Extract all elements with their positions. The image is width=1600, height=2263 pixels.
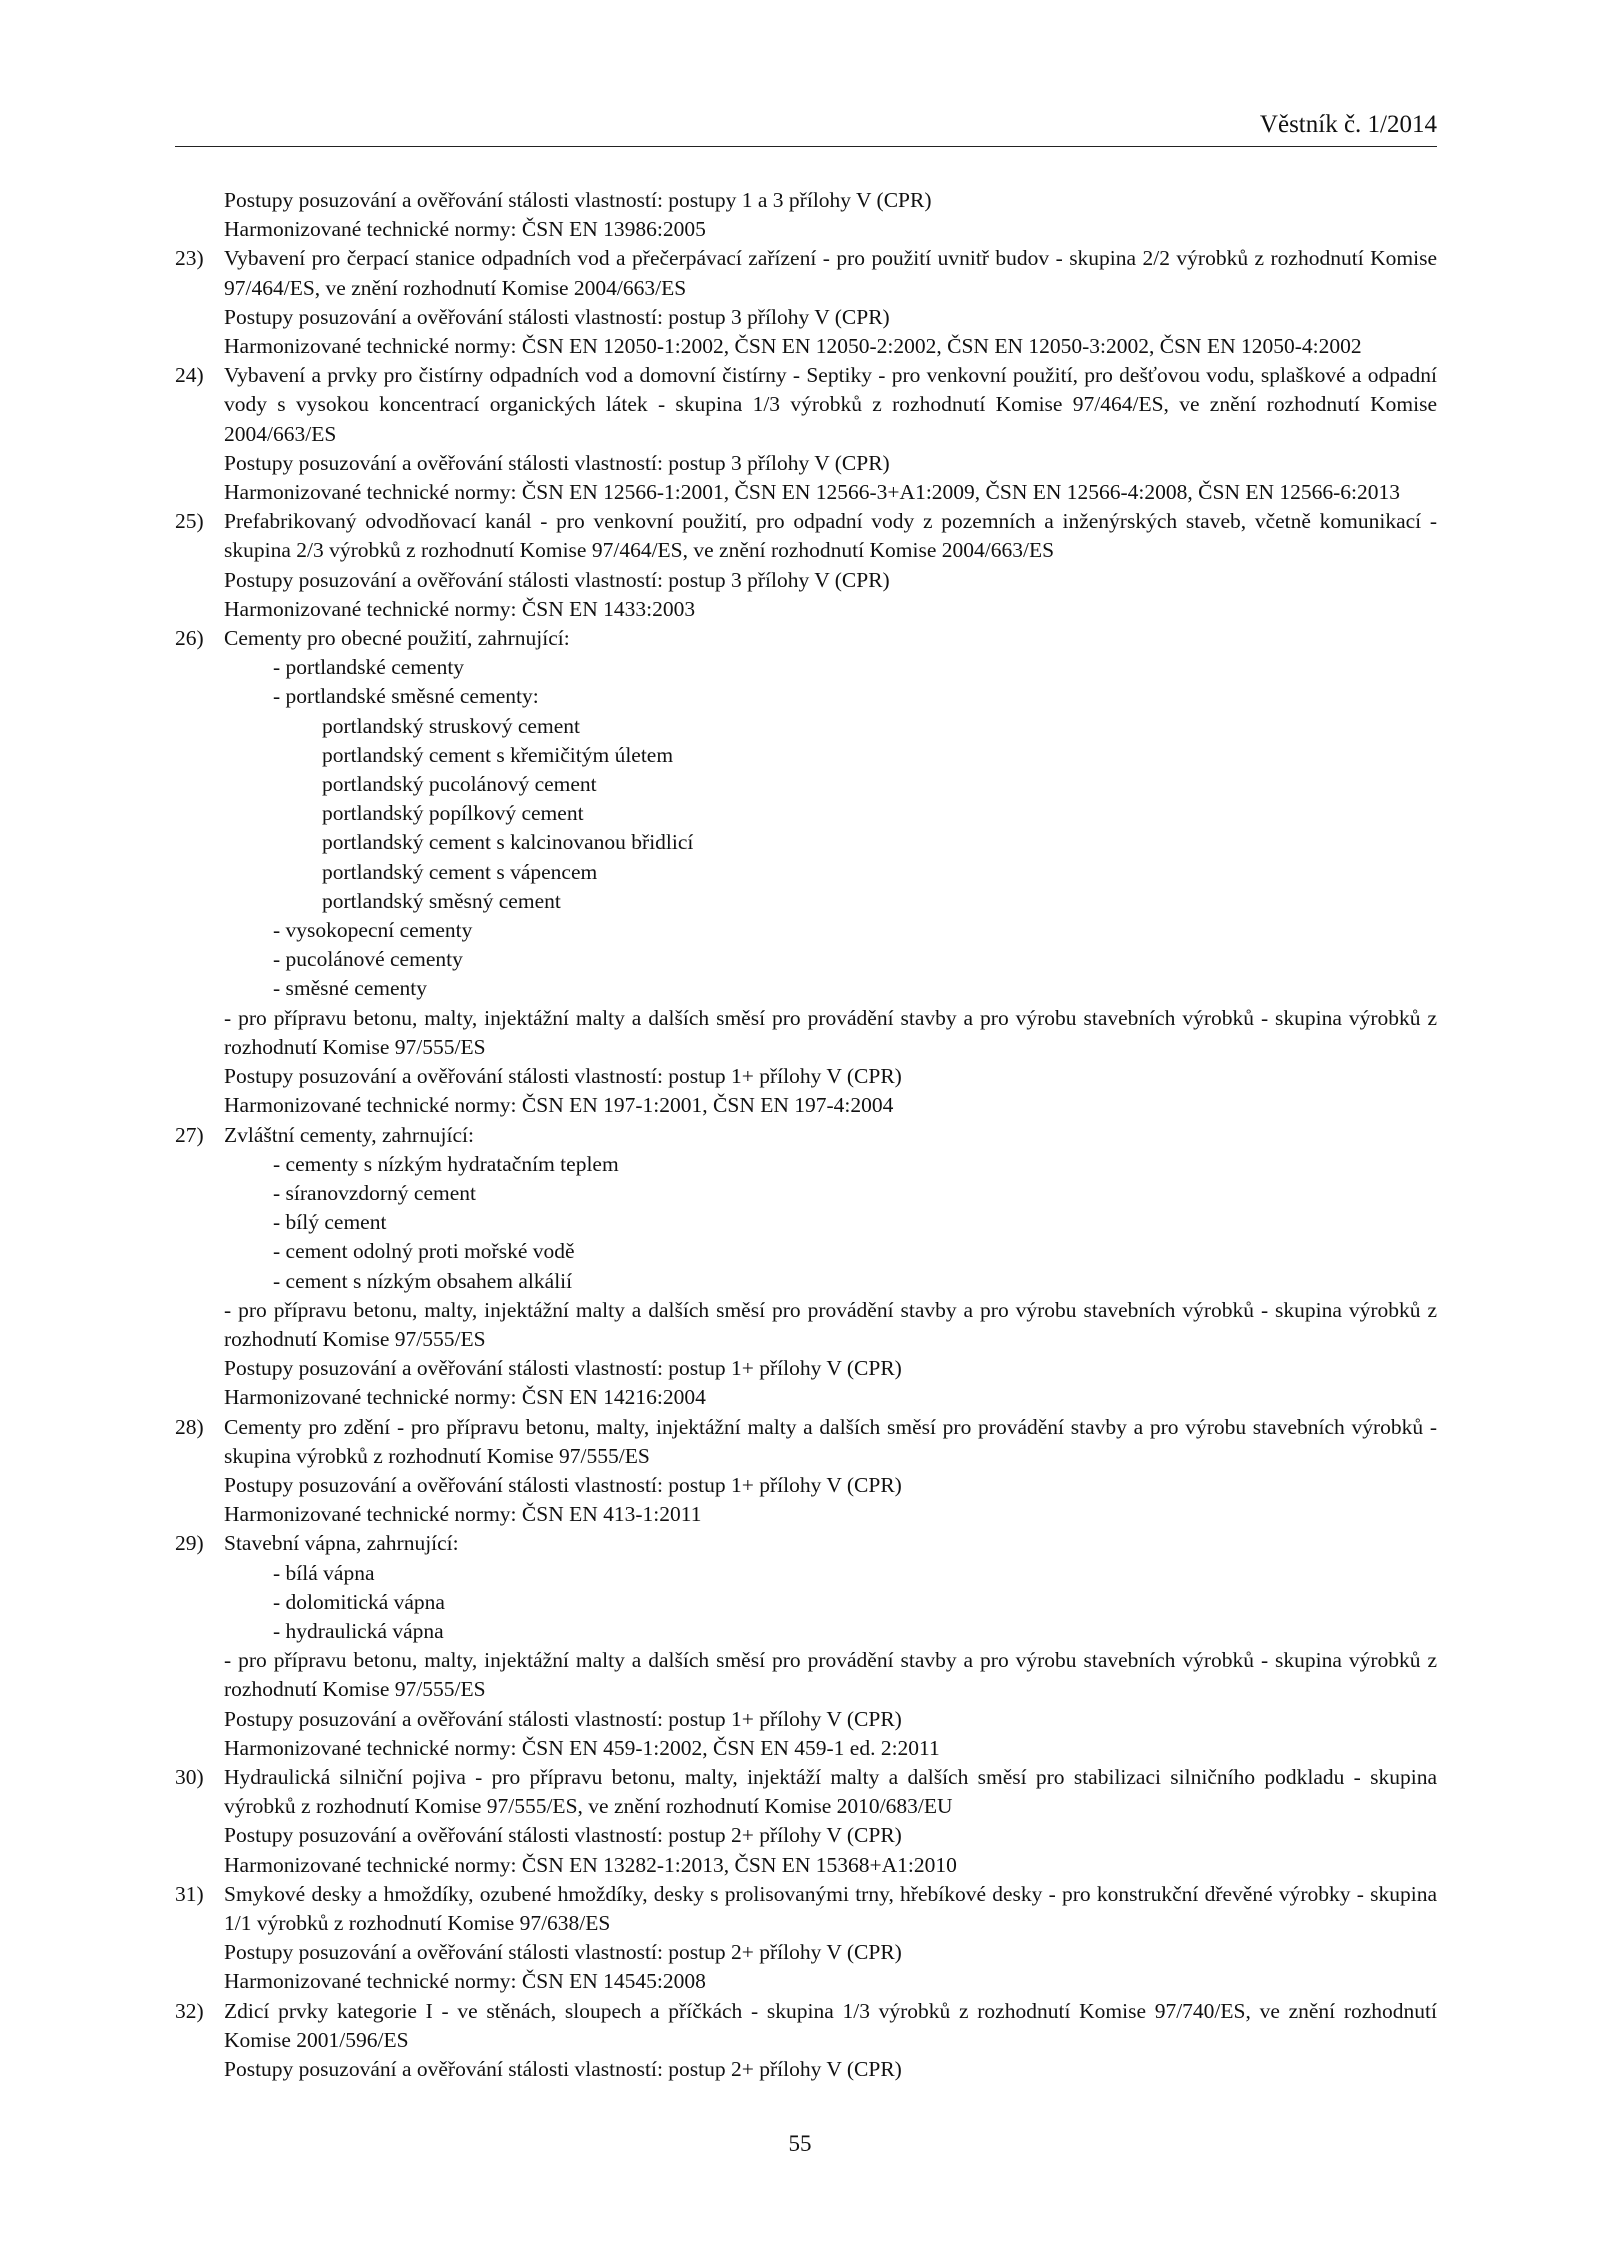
item-number: 24) — [175, 363, 204, 388]
item-body — [224, 507, 1437, 624]
item-body — [224, 244, 1437, 361]
list-item — [175, 1413, 1437, 1530]
sublist-item: portlandský cement s kalcinovanou břidlicí — [322, 830, 694, 855]
running-header — [175, 110, 1437, 147]
norms-line: Harmonizované technické normy: ČSN EN 14216:2004 — [224, 1385, 706, 1410]
norms-line: Harmonizované technické normy: ČSN EN 14545:2008 — [224, 1969, 706, 1994]
list-item — [175, 1880, 1437, 1997]
item-description: - pro přípravu betonu, malty, injektážní malty a dalších směsí pro provádění stavby a pro výrobu stavebních výrobků - skupina výrobků z rozhodnutí Komise 97/555/ES — [224, 1648, 1437, 1702]
list-item — [175, 1529, 1437, 1763]
item-body — [224, 1121, 1437, 1413]
procedure-line: Postupy posuzování a ověřování stálosti vlastností: postup 2+ přílohy V (CPR) — [224, 2057, 902, 2081]
item-body — [224, 361, 1437, 507]
sublist-item: portlandský směsný cement — [322, 888, 561, 913]
sublist-item: - dolomitická vápna — [273, 1589, 445, 1614]
item-description: - pro přípravu betonu, malty, injektážní malty a dalších směsí pro provádění stavby a pro výrobu stavebních výrobků - skupina výrobků z rozhodnutí Komise 97/555/ES — [224, 1005, 1437, 1059]
procedure-line: Postupy posuzování a ověřování stálosti vlastností: postup 2+ přílohy V (CPR) — [224, 1823, 902, 1848]
procedure-line: Postupy posuzování a ověřování stálosti vlastností: postup 1+ přílohy V (CPR) — [224, 1472, 902, 1497]
norms-line: Harmonizované technické normy: ČSN EN 1433:2003 — [224, 596, 696, 621]
list-item — [175, 1763, 1437, 1880]
norms-line: Harmonizované technické normy: ČSN EN 197-1:2001, ČSN EN 197-4:2004 — [224, 1093, 894, 1118]
continued-item — [175, 186, 1437, 244]
sublist-item: - cementy s nízkým hydratačním teplem — [273, 1151, 619, 1176]
item-body — [224, 1997, 1437, 2085]
sublist-item: - vysokopecní cementy — [273, 918, 473, 943]
sublist-item: portlandský cement s vápencem — [322, 859, 598, 884]
procedure-line: Postupy posuzování a ověřování stálosti vlastností: postup 3 přílohy V (CPR) — [224, 304, 890, 329]
sublist-item: portlandský cement s křemičitým úletem — [322, 742, 674, 767]
sublist-item: portlandský pucolánový cement — [322, 772, 597, 797]
norms-line: Harmonizované technické normy: ČSN EN 13282-1:2013, ČSN EN 15368+A1:2010 — [224, 1852, 957, 1877]
item-body — [224, 1413, 1437, 1530]
item-body — [224, 1529, 1437, 1763]
item-heading: Stavební vápna, zahrnující: — [224, 1531, 459, 1556]
sublist-item: - cement s nízkým obsahem alkálií — [273, 1268, 573, 1293]
procedure-line: Postupy posuzování a ověřování stálosti vlastností: postup 1+ přílohy V (CPR) — [224, 1356, 902, 1381]
item-heading: Zvláštní cementy, zahrnující: — [224, 1122, 474, 1147]
norms-line: Harmonizované technické normy: ČSN EN 13986:2005 — [224, 217, 706, 242]
item-number: 31) — [175, 1881, 204, 1906]
item-number: 32) — [175, 1998, 204, 2023]
item-body — [224, 1763, 1437, 1880]
item-number: 25) — [175, 509, 204, 534]
norms-line: Harmonizované technické normy: ČSN EN 12566-1:2001, ČSN EN 12566-3+A1:2009, ČSN EN 12566-4:2008, ČSN EN 12566-6:2013 — [224, 480, 1401, 505]
sublist-item: - pucolánové cementy — [273, 947, 463, 972]
item-body — [224, 624, 1437, 1120]
sublist-item: portlandský popílkový cement — [322, 801, 584, 826]
item-description: Vybavení pro čerpací stanice odpadních vod a přečerpávací zařízení - pro použití uvnitř budov - skupina 2/2 výrobků z rozhodnutí Komise 97/464/ES, ve znění rozhodnutí Komise 2004/663/ES — [224, 246, 1437, 300]
list-item — [175, 244, 1437, 361]
item-number: 28) — [175, 1414, 204, 1439]
sublist-item: - směsné cementy — [273, 976, 428, 1001]
sublist-item: - síranovzdorný cement — [273, 1180, 476, 1205]
document-body — [175, 186, 1437, 2084]
journal-title: Věstník č. 1/2014 — [1259, 111, 1437, 138]
sublist-item: portlandský struskový cement — [322, 713, 580, 738]
page-number: 55 — [788, 2131, 812, 2156]
procedure-line: Postupy posuzování a ověřování stálosti vlastností: postup 3 přílohy V (CPR) — [224, 450, 890, 475]
item-number: 26) — [175, 626, 204, 651]
item-list — [175, 244, 1437, 2084]
item-description: Smykové desky a hmoždíky, ozubené hmoždíky, desky s prolisovanými trny, hřebíkové desky - pro konstrukční dřevěné výrobky - skupina 1/1 výrobků z rozhodnutí Komise 97/638/ES — [224, 1881, 1437, 1935]
norms-line: Harmonizované technické normy: ČSN EN 459-1:2002, ČSN EN 459-1 ed. 2:2011 — [224, 1735, 940, 1760]
norms-line: Harmonizované technické normy: ČSN EN 413-1:2011 — [224, 1502, 702, 1527]
item-description: - pro přípravu betonu, malty, injektážní malty a dalších směsí pro provádění stavby a pro výrobu stavebních výrobků - skupina výrobků z rozhodnutí Komise 97/555/ES — [224, 1297, 1437, 1351]
sublist-item: - bílý cement — [273, 1210, 387, 1235]
list-item — [175, 1997, 1437, 2085]
sublist-item: - bílá vápna — [273, 1560, 375, 1585]
sublist-item: - portlandské cementy — [273, 655, 465, 680]
sublist-item: - portlandské směsné cementy: — [273, 684, 539, 709]
procedure-line: Postupy posuzování a ověřování stálosti vlastností: postupy 1 a 3 přílohy V (CPR) — [224, 188, 932, 212]
norms-line: Harmonizované technické normy: ČSN EN 12050-1:2002, ČSN EN 12050-2:2002, ČSN EN 12050-3:2002, ČSN EN 12050-4:2002 — [224, 334, 1362, 359]
procedure-line: Postupy posuzování a ověřování stálosti vlastností: postup 1+ přílohy V (CPR) — [224, 1706, 902, 1731]
procedure-line: Postupy posuzování a ověřování stálosti vlastností: postup 2+ přílohy V (CPR) — [224, 1940, 902, 1965]
item-number: 30) — [175, 1764, 204, 1789]
item-description: Hydraulická silniční pojiva - pro přípravu betonu, malty, injektáží malty a dalších směsí pro stabilizaci silničního podkladu - skupina výrobků z rozhodnutí Komise 97/555/ES, ve znění rozhodnutí Komise 2010/683/EU — [224, 1764, 1437, 1819]
item-number: 23) — [175, 246, 204, 271]
item-description: Prefabrikovaný odvodňovací kanál - pro venkovní použití, pro odpadní vody z pozemních a inženýrských staveb, včetně komunikací - skupina 2/3 výrobků z rozhodnutí Komise 97/464/ES, ve znění rozhodnutí Komise 2004/663/ES — [224, 509, 1437, 563]
list-item — [175, 624, 1437, 1120]
item-heading: Cementy pro obecné použití, zahrnující: — [224, 626, 570, 651]
item-body — [224, 1880, 1437, 1997]
item-description: Cementy pro zdění - pro přípravu betonu, malty, injektážní malty a dalších směsí pro provádění stavby a pro výrobu stavebních výrobků - skupina výrobků z rozhodnutí Komise 97/555/ES — [224, 1414, 1437, 1468]
procedure-line: Postupy posuzování a ověřování stálosti vlastností: postup 1+ přílohy V (CPR) — [224, 1064, 902, 1089]
item-number: 29) — [175, 1531, 204, 1556]
sublist-item: - cement odolný proti mořské vodě — [273, 1239, 575, 1264]
item-number: 27) — [175, 1122, 204, 1147]
list-item — [175, 361, 1437, 507]
item-description: Zdicí prvky kategorie I - ve stěnách, sloupech a příčkách - skupina 1/3 výrobků z rozhodnutí Komise 97/740/ES, ve znění rozhodnutí Komise 2001/596/ES — [224, 1998, 1437, 2052]
procedure-line: Postupy posuzování a ověřování stálosti vlastností: postup 3 přílohy V (CPR) — [224, 567, 890, 592]
list-item — [175, 507, 1437, 624]
sublist-item: - hydraulická vápna — [273, 1618, 444, 1643]
item-description: Vybavení a prvky pro čistírny odpadních vod a domovní čistírny - Septiky - pro venkovní použití, pro dešťovou vodu, splaškové a odpadní vody s vysokou koncentrací organických látek - skupina 1/3 výrobků z rozhodnutí Komise 97/464/ES, ve znění rozhodnutí Komise 2004/663/ES — [224, 363, 1437, 446]
list-item — [175, 1121, 1437, 1413]
